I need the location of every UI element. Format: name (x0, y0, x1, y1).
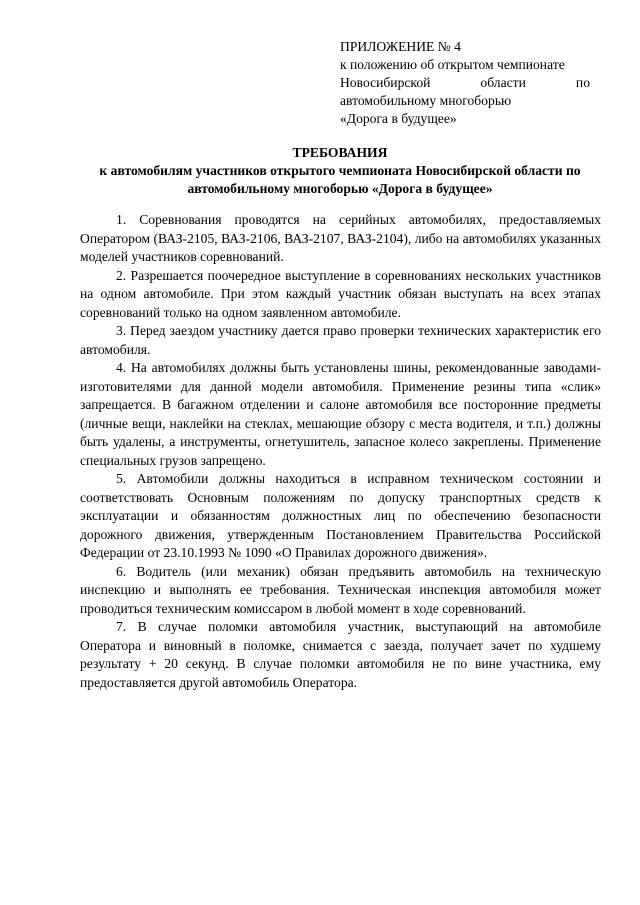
title-heading: ТРЕБОВАНИЯ (292, 145, 388, 160)
requirements-list (80, 211, 601, 692)
requirement-item: 6. Водитель (или механик) обязан предъявить автомобиль на техническую инспекцию и выполнять ее требования. Техническая инспекция автомобиля может проводиться техническим комиссаром в любой момент в ходе соревнований. (80, 563, 601, 616)
appendix-line: автомобильному многоборью (340, 93, 512, 108)
requirement-item: 1. Соревнования проводятся на серийных автомобилях, предоставляемых Оператором (ВАЗ-2105, ВАЗ-2106, ВАЗ-2107, ВАЗ-2104), либо на автомобилях указанных моделей участников соревнований. (80, 212, 601, 264)
document-title (80, 144, 600, 198)
appendix-line: «Дорога в будущее» (340, 111, 457, 126)
appendix-line: к положению об открытом чемпионате (340, 57, 565, 72)
requirement-item: 2. Разрешается поочередное выступление в соревнованиях нескольких участников на одном автомобиле. При этом каждый участник обязан выступать на всех этапах соревнований только на одном заявленном автомобиле. (80, 267, 601, 320)
appendix-header (340, 38, 590, 128)
appendix-line: Новосибирской области по (340, 75, 590, 90)
title-subheading: к автомобилям участников открытого чемпионата Новосибирской области по автомобильному многоборью «Дорога в будущее» (99, 163, 581, 196)
appendix-number: ПРИЛОЖЕНИЕ № 4 (340, 39, 461, 54)
requirement-item: 3. Перед заездом участнику дается право проверки технических характеристик его автомобиля. (80, 323, 601, 357)
requirement-item: 4. На автомобилях должны быть установлены шины, рекомендованные заводами-изготовителями для данной модели автомобиля. Применение резины типа «слик» запрещается. В багажном отделении и салоне автомобиля все посторонние предметы (личные вещи, наклейки на стеклах, мешающие обзору с места водителя, и т.п.) должны быть удалены, а инструменты, огнетушитель, запасное колесо закреплены. Применение специальных грузов запрещено. (80, 360, 601, 468)
requirement-item: 7. В случае поломки автомобиля участник, выступающий на автомобиле Оператора и виновный в поломке, снимается с заезда, получает зачет по худшему результату + 20 секунд. В случае поломки автомобиля не по вине участника, ему предоставляется другой автомобиль Оператора. (80, 619, 601, 690)
requirement-item: 5. Автомобили должны находиться в исправном техническом состоянии и соответствовать Основным положениям по допуску транспортных средств к эксплуатации и обязанностям должностных лиц по обеспечению безопасности дорожного движения, утвержденным Постановлением Правительства Российской Федерации от 23.10.1993 № 1090 «О Правилах дорожного движения». (80, 471, 601, 560)
